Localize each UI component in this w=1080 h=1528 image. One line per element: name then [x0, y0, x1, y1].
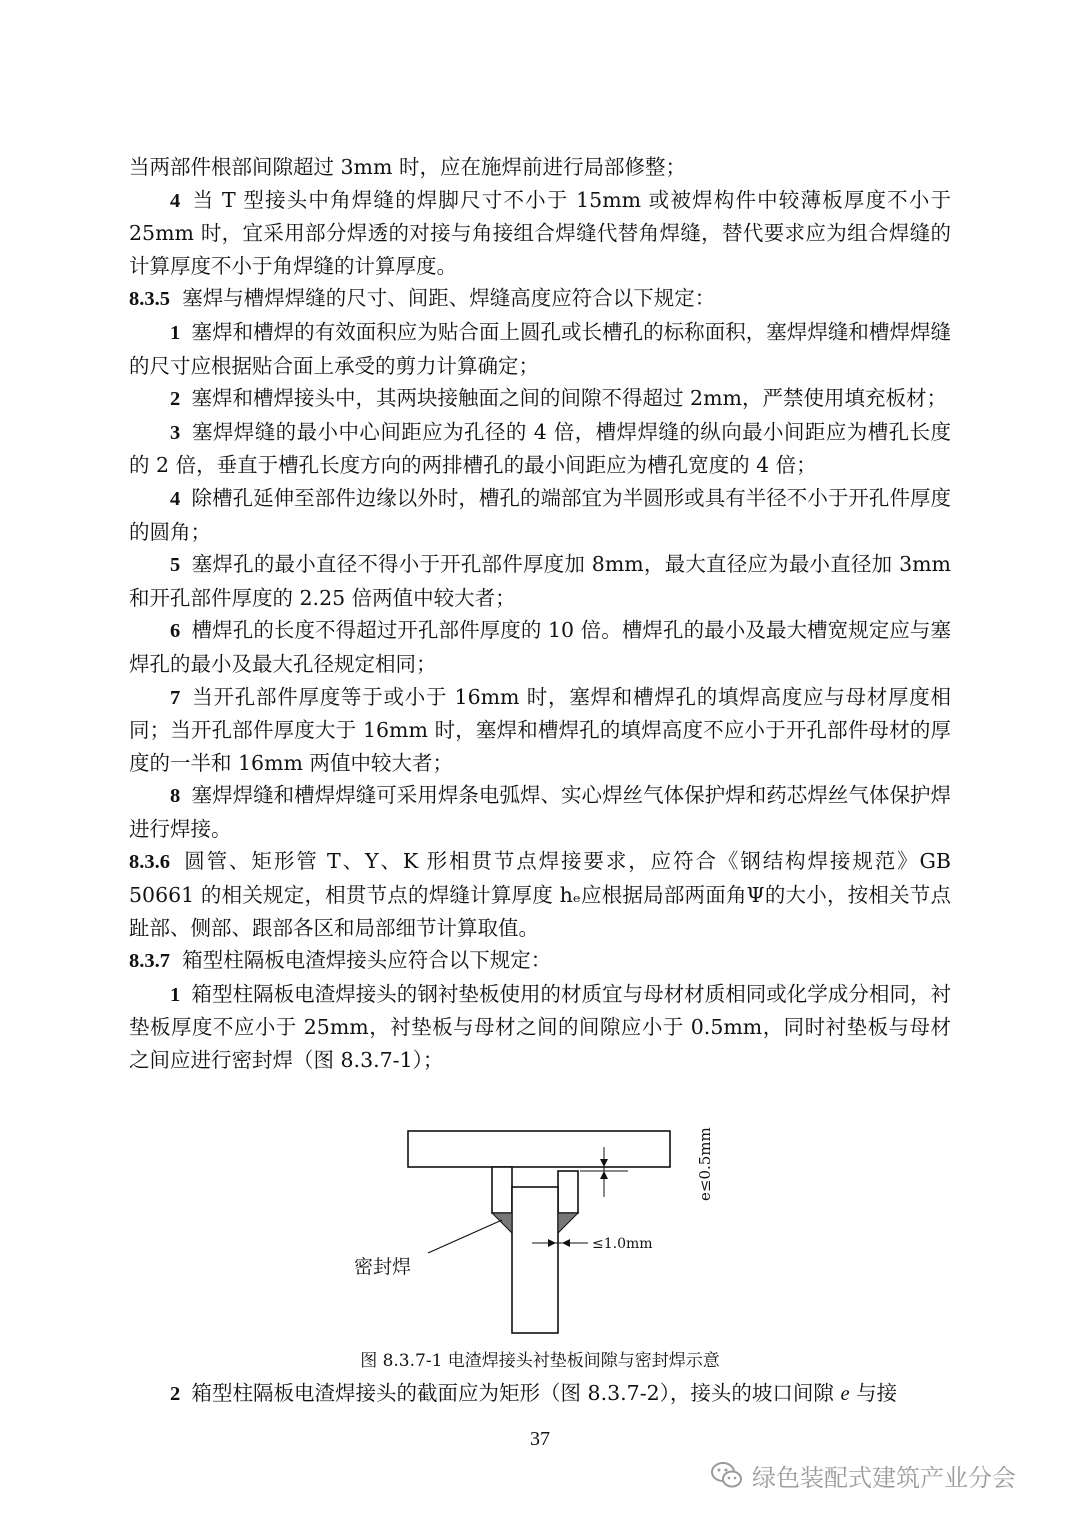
- seal-weld-right: [558, 1213, 578, 1233]
- body-text-continued: [129, 1377, 951, 1411]
- page-number: 37: [530, 1428, 550, 1450]
- paragraph-8: 6 槽焊孔的长度不得超过开孔部件厚度的 10 倍。槽焊孔的最小及最大槽宽规定应与塞焊孔的最小及最大孔径规定相同；: [129, 618, 951, 676]
- vertical-member: [512, 1187, 558, 1333]
- paragraph-13: 1 箱型柱隔板电渣焊接头的钢衬垫板使用的材质宜与母材材质相同或化学成分相同，衬垫板厚度不应小于 25mm，衬垫板与母材之间的间隙应小于 0.5mm，同时衬垫板与母材之间应进行密封焊（图 8.3.7-1）；: [129, 981, 951, 1073]
- item-number: 4: [170, 487, 181, 510]
- section-8-3-7: 8.3.7 箱型柱隔板电渣焊接头应符合以下规定：: [129, 948, 552, 973]
- section-number: 8.3.5: [129, 288, 170, 311]
- paragraph-10: 8 塞焊焊缝和槽焊焊缝可采用焊条电弧焊、实心焊丝气体保护焊和药芯焊丝气体保护焊进行焊接。: [129, 783, 951, 841]
- watermark-text: 绿色装配式建筑产业分会: [752, 1463, 1016, 1492]
- paragraph-6: 4 除槽孔延伸至部件边缘以外时，槽孔的端部宜为半圆形或具有半径不小于开孔件厚度的圆角；: [129, 485, 951, 544]
- section-8-3-6: 8.3.6 圆管、矩形管 T、Y、K 形相贯节点焊接要求，应符合《钢结构焊接规范》GB 50661 的相关规定，相贯节点的焊缝计算厚度 hₑ应根据局部两面角Ψ的大小，按相关节点趾部、侧部、跟部各区和局部细节计算取值。: [129, 849, 951, 940]
- top-plate: [408, 1131, 670, 1167]
- item-number: 8: [170, 785, 181, 808]
- section-number: 8.3.7: [129, 950, 170, 973]
- figure-8-3-7-1: [330, 1105, 750, 1345]
- item-number: 2: [170, 1383, 181, 1405]
- section-8-3-5: 8.3.5 塞焊与槽焊焊缝的尺寸、间距、焊缝高度应符合以下规定：: [129, 286, 716, 311]
- paragraph-1: 4 当 T 型接头中角焊缝的焊脚尺寸不小于 15mm 或被焊构件中较薄板厚度不小于 25mm 时，宜采用部分焊透的对接与角接组合焊缝代替角焊缝，替代要求应为组合焊缝的计算厚度不小于角焊缝的计算厚度。: [129, 187, 951, 278]
- section-number: 8.3.6: [129, 851, 170, 874]
- body-text: [129, 151, 951, 1077]
- gap-e-arrow-up: [600, 1171, 608, 1179]
- weld-diagram: [330, 1105, 750, 1345]
- paragraph-5: 3 塞焊焊缝的最小中心间距应为孔径的 4 倍，槽焊焊缝的纵向最小间距应为槽孔长度的 2 倍，垂直于槽孔长度方向的两排槽孔的最小间距应为槽孔宽度的 4 倍；: [129, 419, 951, 478]
- label-seal-weld: 密封焊: [354, 1256, 412, 1278]
- item-number: 5: [170, 554, 181, 577]
- gap-1-arrow-left: [562, 1239, 570, 1247]
- item-number: 6: [170, 620, 181, 643]
- item-number: 7: [170, 686, 181, 709]
- seal-weld-leader: [428, 1220, 502, 1253]
- label-gap-e: e≤0.5mm: [696, 1127, 714, 1201]
- backing-bar-right: [558, 1171, 578, 1213]
- figure-caption: 图 8.3.7-1 电渣焊接头衬垫板间隙与密封焊示意: [360, 1351, 720, 1371]
- backing-bar-left: [492, 1167, 512, 1213]
- wechat-icon: [710, 1460, 744, 1490]
- paragraph-3: 1 塞焊和槽焊的有效面积应为贴合面上圆孔或长槽孔的标称面积，塞焊焊缝和槽焊焊缝的尺寸应根据贴合面上承受的剪力计算确定；: [129, 319, 951, 378]
- paragraph-after-figure: 2 箱型柱隔板电渣焊接头的截面应为矩形（图 8.3.7-2），接头的坡口间隙 e 与接: [170, 1381, 898, 1405]
- variable-e: e: [840, 1383, 850, 1405]
- paragraph-0: 当两部件根部间隙超过 3mm 时，应在施焊前进行局部修整；: [129, 155, 686, 179]
- item-number: 3: [170, 421, 181, 444]
- paragraph-4: 2 塞焊和槽焊接头中，其两块接触面之间的间隙不得超过 2mm，严禁使用填充板材；: [170, 386, 947, 411]
- item-number: 1: [170, 321, 181, 344]
- label-gap-1: ≤1.0mm: [592, 1236, 653, 1252]
- item-number: 2: [170, 388, 181, 411]
- item-number: 4: [170, 189, 181, 212]
- paragraph-7: 5 塞焊孔的最小直径不得小于开孔部件厚度加 8mm，最大直径应为最小直径加 3mm 和开孔部件厚度的 2.25 倍两值中较大者；: [129, 552, 951, 610]
- item-number: 1: [170, 983, 181, 1006]
- watermark: [710, 1455, 1060, 1495]
- paragraph-9: 7 当开孔部件厚度等于或小于 16mm 时，塞焊和槽焊孔的填焊高度应与母材厚度相同；当开孔部件厚度大于 16mm 时，塞焊和槽焊孔的填焊高度不应小于开孔部件母材的厚度的一半和 16mm 两值中较大者；: [129, 684, 951, 775]
